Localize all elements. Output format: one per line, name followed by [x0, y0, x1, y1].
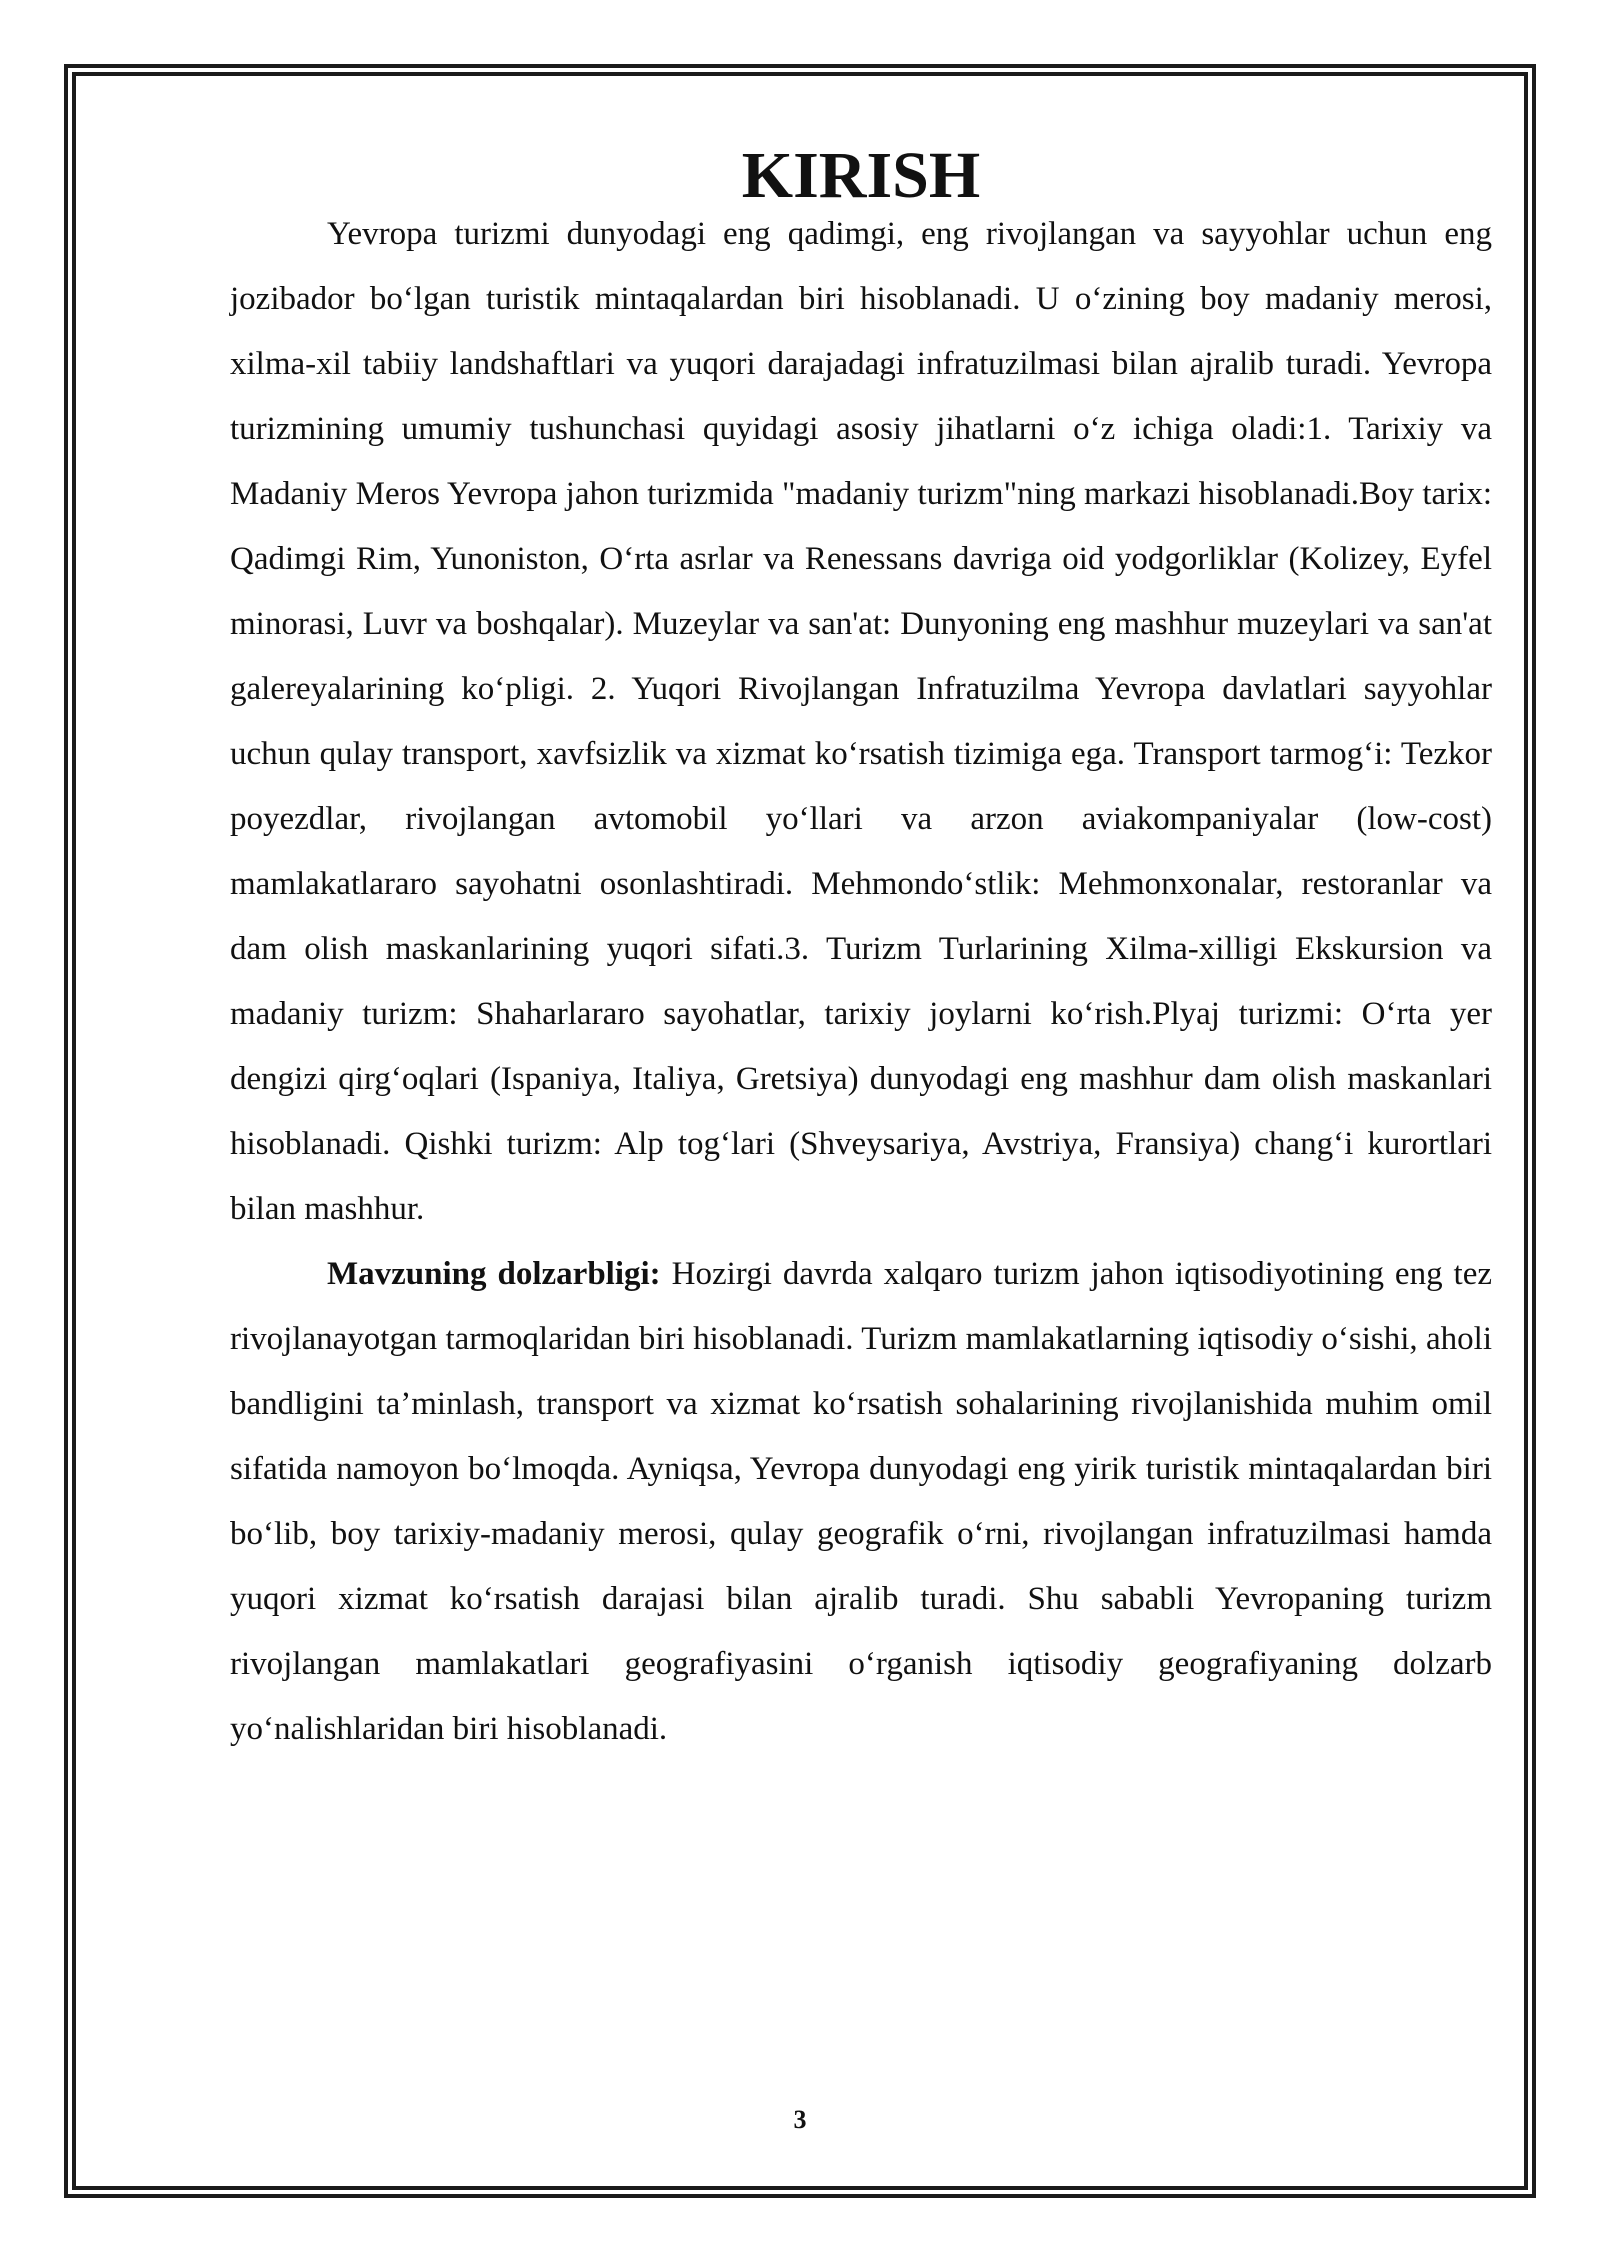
- document-body: [230, 139, 1493, 1762]
- paragraph-relevance: [230, 1242, 1492, 1762]
- paragraph-relevance-lead: Mavzuning dolzarbligi:: [327, 1256, 661, 1292]
- paragraph-intro: [230, 202, 1492, 1242]
- paragraph-relevance-text: Hozirgi davrda xalqaro turizm jahon iqtisodiyotining eng tez rivojlanayotgan tarmoqlaridan biri hisoblanadi. Turizm mamlakatlarning iqtisodiy o‘sishi, aholi bandligini ta’minlash, transport va xizmat ko‘rsatish sohalarining rivojlanishida muhim omil sifatida namoyon bo‘lmoqda. Ayniqsa, Yevropa dunyodagi eng yirik turistik mintaqalardan biri bo‘lib, boy tarixiy-madaniy merosi, qulay geografik o‘rni, rivojlangan infratuzilmasi hamda yuqori xizmat ko‘rsatish darajasi bilan ajralib turadi. Shu sababli Yevropaning turizm rivojlangan mamlakatlari geografiyasini o‘rganish iqtisodiy geografiyaning dolzarb yo‘nalishlaridan biri hisoblanadi.: [230, 1256, 1493, 1747]
- page-title: KIRISH: [741, 139, 981, 212]
- paragraph-intro-text: Yevropa turizmi dunyodagi eng qadimgi, eng rivojlangan va sayyohlar uchun eng jozibador bo‘lgan turistik mintaqalardan biri hisoblanadi. U o‘zining boy madaniy merosi, xilma-xil tabiiy landshaftlari va yuqori darajadagi infratuzilmasi bilan ajralib turadi. Yevropa turizmining umumiy tushunchasi quyidagi asosiy jihatlarni o‘z ichiga oladi:1. Tarixiy va Madaniy Meros Yevropa jahon turizmida "madaniy turizm"ning markazi hisoblanadi.Boy tarix: Qadimgi Rim, Yunoniston, O‘rta asrlar va Renessans davriga oid yodgorliklar (Kolizey, Eyfel minorasi, Luvr va boshqalar). Muzeylar va san'at: Dunyoning eng mashhur muzeylari va san'at galereyalarining ko‘pligi. 2. Yuqori Rivojlangan Infratuzilma Yevropa davlatlari sayyohlar uchun qulay transport, xavfsizlik va xizmat ko‘rsatish tizimiga ega. Transport tarmog‘i: Tezkor poyezdlar, rivojlangan avtomobil yo‘llari va arzon aviakompaniyalar (low-cost) mamlakatlararo sayohatni osonlashtiradi. Mehmondo‘stlik: Mehmonxonalar, restoranlar va dam olish maskanlarining yuqori sifati.3. Turizm Turlarining Xilma-xilligi Ekskursion va madaniy turizm: Shaharlararo sayohatlar, tarixiy joylarni ko‘rish.Plyaj turizmi: O‘rta yer dengizi qirg‘oqlari (Ispaniya, Italiya, Gretsiya) dunyodagi eng mashhur dam olish maskanlari hisoblanadi. Qishki turizm: Alp tog‘lari (Shveysariya, Avstriya, Fransiya) chang‘i kurortlari bilan mashhur.: [230, 216, 1492, 1227]
- page-number: 3: [793, 2105, 807, 2134]
